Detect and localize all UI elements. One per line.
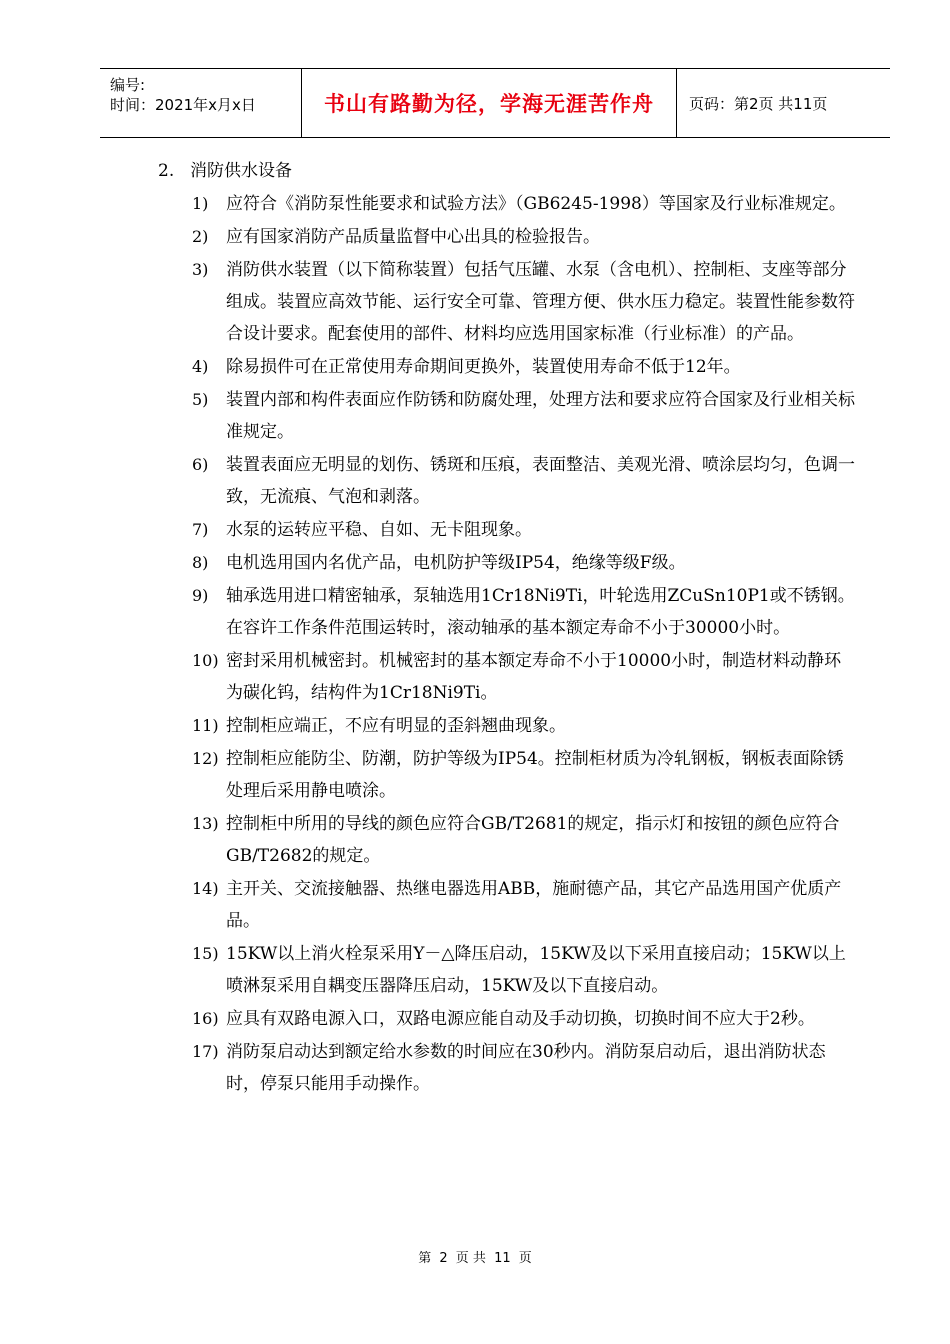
item-text: 应符合《消防泵性能要求和试验方法》（GB6245-1998）等国家及行业标准规定。 xyxy=(226,194,846,214)
item-number: 7) xyxy=(192,520,209,539)
item-number: 13) xyxy=(192,814,219,833)
item-text: 控制柜应端正，不应有明显的歪斜翘曲现象。 xyxy=(226,716,566,736)
item-number: 10) xyxy=(192,651,219,670)
item-number: 16) xyxy=(192,1009,219,1028)
item-text: 轴承选用进口精密轴承，泵轴选用1Cr18Ni9Ti，叶轮选用ZCuSn10P1或不锈钢。在容许工作条件范围运转时，滚动轴承的基本额定寿命不小于30000小时。 xyxy=(226,586,855,638)
item-number: 9) xyxy=(192,586,209,605)
item-text: 电机选用国内名优产品，电机防护等级IP54，绝缘等级F级。 xyxy=(226,553,686,573)
list-item xyxy=(192,221,858,253)
item-number: 14) xyxy=(192,879,219,898)
header-meta xyxy=(100,69,302,137)
item-list xyxy=(158,188,858,1100)
section-number: 2. xyxy=(158,161,175,181)
footer-prefix: 第 xyxy=(418,1251,432,1266)
item-text: 装置内部和构件表面应作防锈和防腐处理，处理方法和要求应符合国家及行业相关标准规定。 xyxy=(226,390,855,442)
footer-total: 11 xyxy=(494,1251,511,1266)
item-text: 密封采用机械密封。机械密封的基本额定寿命不小于10000小时，制造材料动静环为碳化钨，结构件为1Cr18Ni9Ti。 xyxy=(226,651,842,703)
item-text: 控制柜应能防尘、防潮，防护等级为IP54。控制柜材质为冷轧钢板，钢板表面除锈处理后采用静电喷涂。 xyxy=(226,749,844,801)
item-number: 4) xyxy=(192,357,209,376)
item-number: 5) xyxy=(192,390,209,409)
list-item xyxy=(192,547,858,579)
item-number: 15) xyxy=(192,944,219,963)
list-item xyxy=(192,645,858,709)
item-text: 应有国家消防产品质量监督中心出具的检验报告。 xyxy=(226,227,600,247)
item-text: 水泵的运转应平稳、自如、无卡阻现象。 xyxy=(226,520,532,540)
list-item xyxy=(192,873,858,937)
footer-mid: 页 共 xyxy=(455,1251,486,1266)
section-title: 消防供水设备 xyxy=(190,161,292,181)
item-number: 3) xyxy=(192,260,209,279)
list-item xyxy=(192,710,858,742)
list-item xyxy=(192,449,858,513)
document-body xyxy=(158,155,858,1101)
page-footer xyxy=(0,1247,950,1266)
item-number: 12) xyxy=(192,749,219,768)
list-item xyxy=(192,188,858,220)
item-number: 17) xyxy=(192,1042,219,1061)
list-item xyxy=(192,351,858,383)
item-text: 消防泵启动达到额定给水参数的时间应在30秒内。消防泵启动后，退出消防状态时，停泵只能用手动操作。 xyxy=(226,1042,826,1094)
section-heading xyxy=(158,155,858,188)
list-item xyxy=(192,384,858,448)
item-number: 2) xyxy=(192,227,209,246)
header-motto: 书山有路勤为径，学海无涯苦作舟 xyxy=(302,69,677,137)
list-item xyxy=(192,743,858,807)
item-number: 8) xyxy=(192,553,209,572)
list-item xyxy=(192,254,858,350)
number-label: 编号: xyxy=(110,76,146,94)
item-text: 消防供水装置（以下简称装置）包括气压罐、水泵（含电机）、控制柜、支座等部分组成。装置应高效节能、运行安全可靠、管理方便、供水压力稳定。装置性能参数符合设计要求。配套使用的部件、材料均应选用国家标准（行业标准）的产品。 xyxy=(226,260,855,344)
list-item xyxy=(192,1036,858,1100)
item-number: 6) xyxy=(192,455,209,474)
footer-page: 2 xyxy=(439,1251,448,1266)
item-text: 应具有双路电源入口，双路电源应能自动及手动切换，切换时间不应大于2秒。 xyxy=(226,1009,815,1029)
item-text: 除易损件可在正常使用寿命期间更换外，装置使用寿命不低于12年。 xyxy=(226,357,741,377)
item-text: 控制柜中所用的导线的颜色应符合GB/T2681的规定，指示灯和按钮的颜色应符合GB/T2682的规定。 xyxy=(226,814,840,866)
page-header xyxy=(100,68,890,138)
item-text: 装置表面应无明显的划伤、锈斑和压痕，表面整洁、美观光滑、喷涂层均匀，色调一致，无流痕、气泡和剥落。 xyxy=(226,455,855,507)
list-item xyxy=(192,514,858,546)
item-text: 主开关、交流接触器、热继电器选用ABB，施耐德产品，其它产品选用国产优质产品。 xyxy=(226,879,842,931)
list-item xyxy=(192,1003,858,1035)
list-item xyxy=(192,580,858,644)
footer-suffix: 页 xyxy=(518,1251,532,1266)
item-number: 11) xyxy=(192,716,219,735)
header-page-info: 页码：第2页 共11页 xyxy=(689,94,828,113)
list-item xyxy=(192,808,858,872)
item-number: 1) xyxy=(192,194,209,213)
time-label: 时间：2021年x月x日 xyxy=(110,96,256,114)
item-text: 15KW以上消火栓泵采用Y－△降压启动，15KW及以下采用直接启动；15KW以上喷淋泵采用自耦变压器降压启动，15KW及以下直接启动。 xyxy=(226,944,846,996)
list-item xyxy=(192,938,858,1002)
